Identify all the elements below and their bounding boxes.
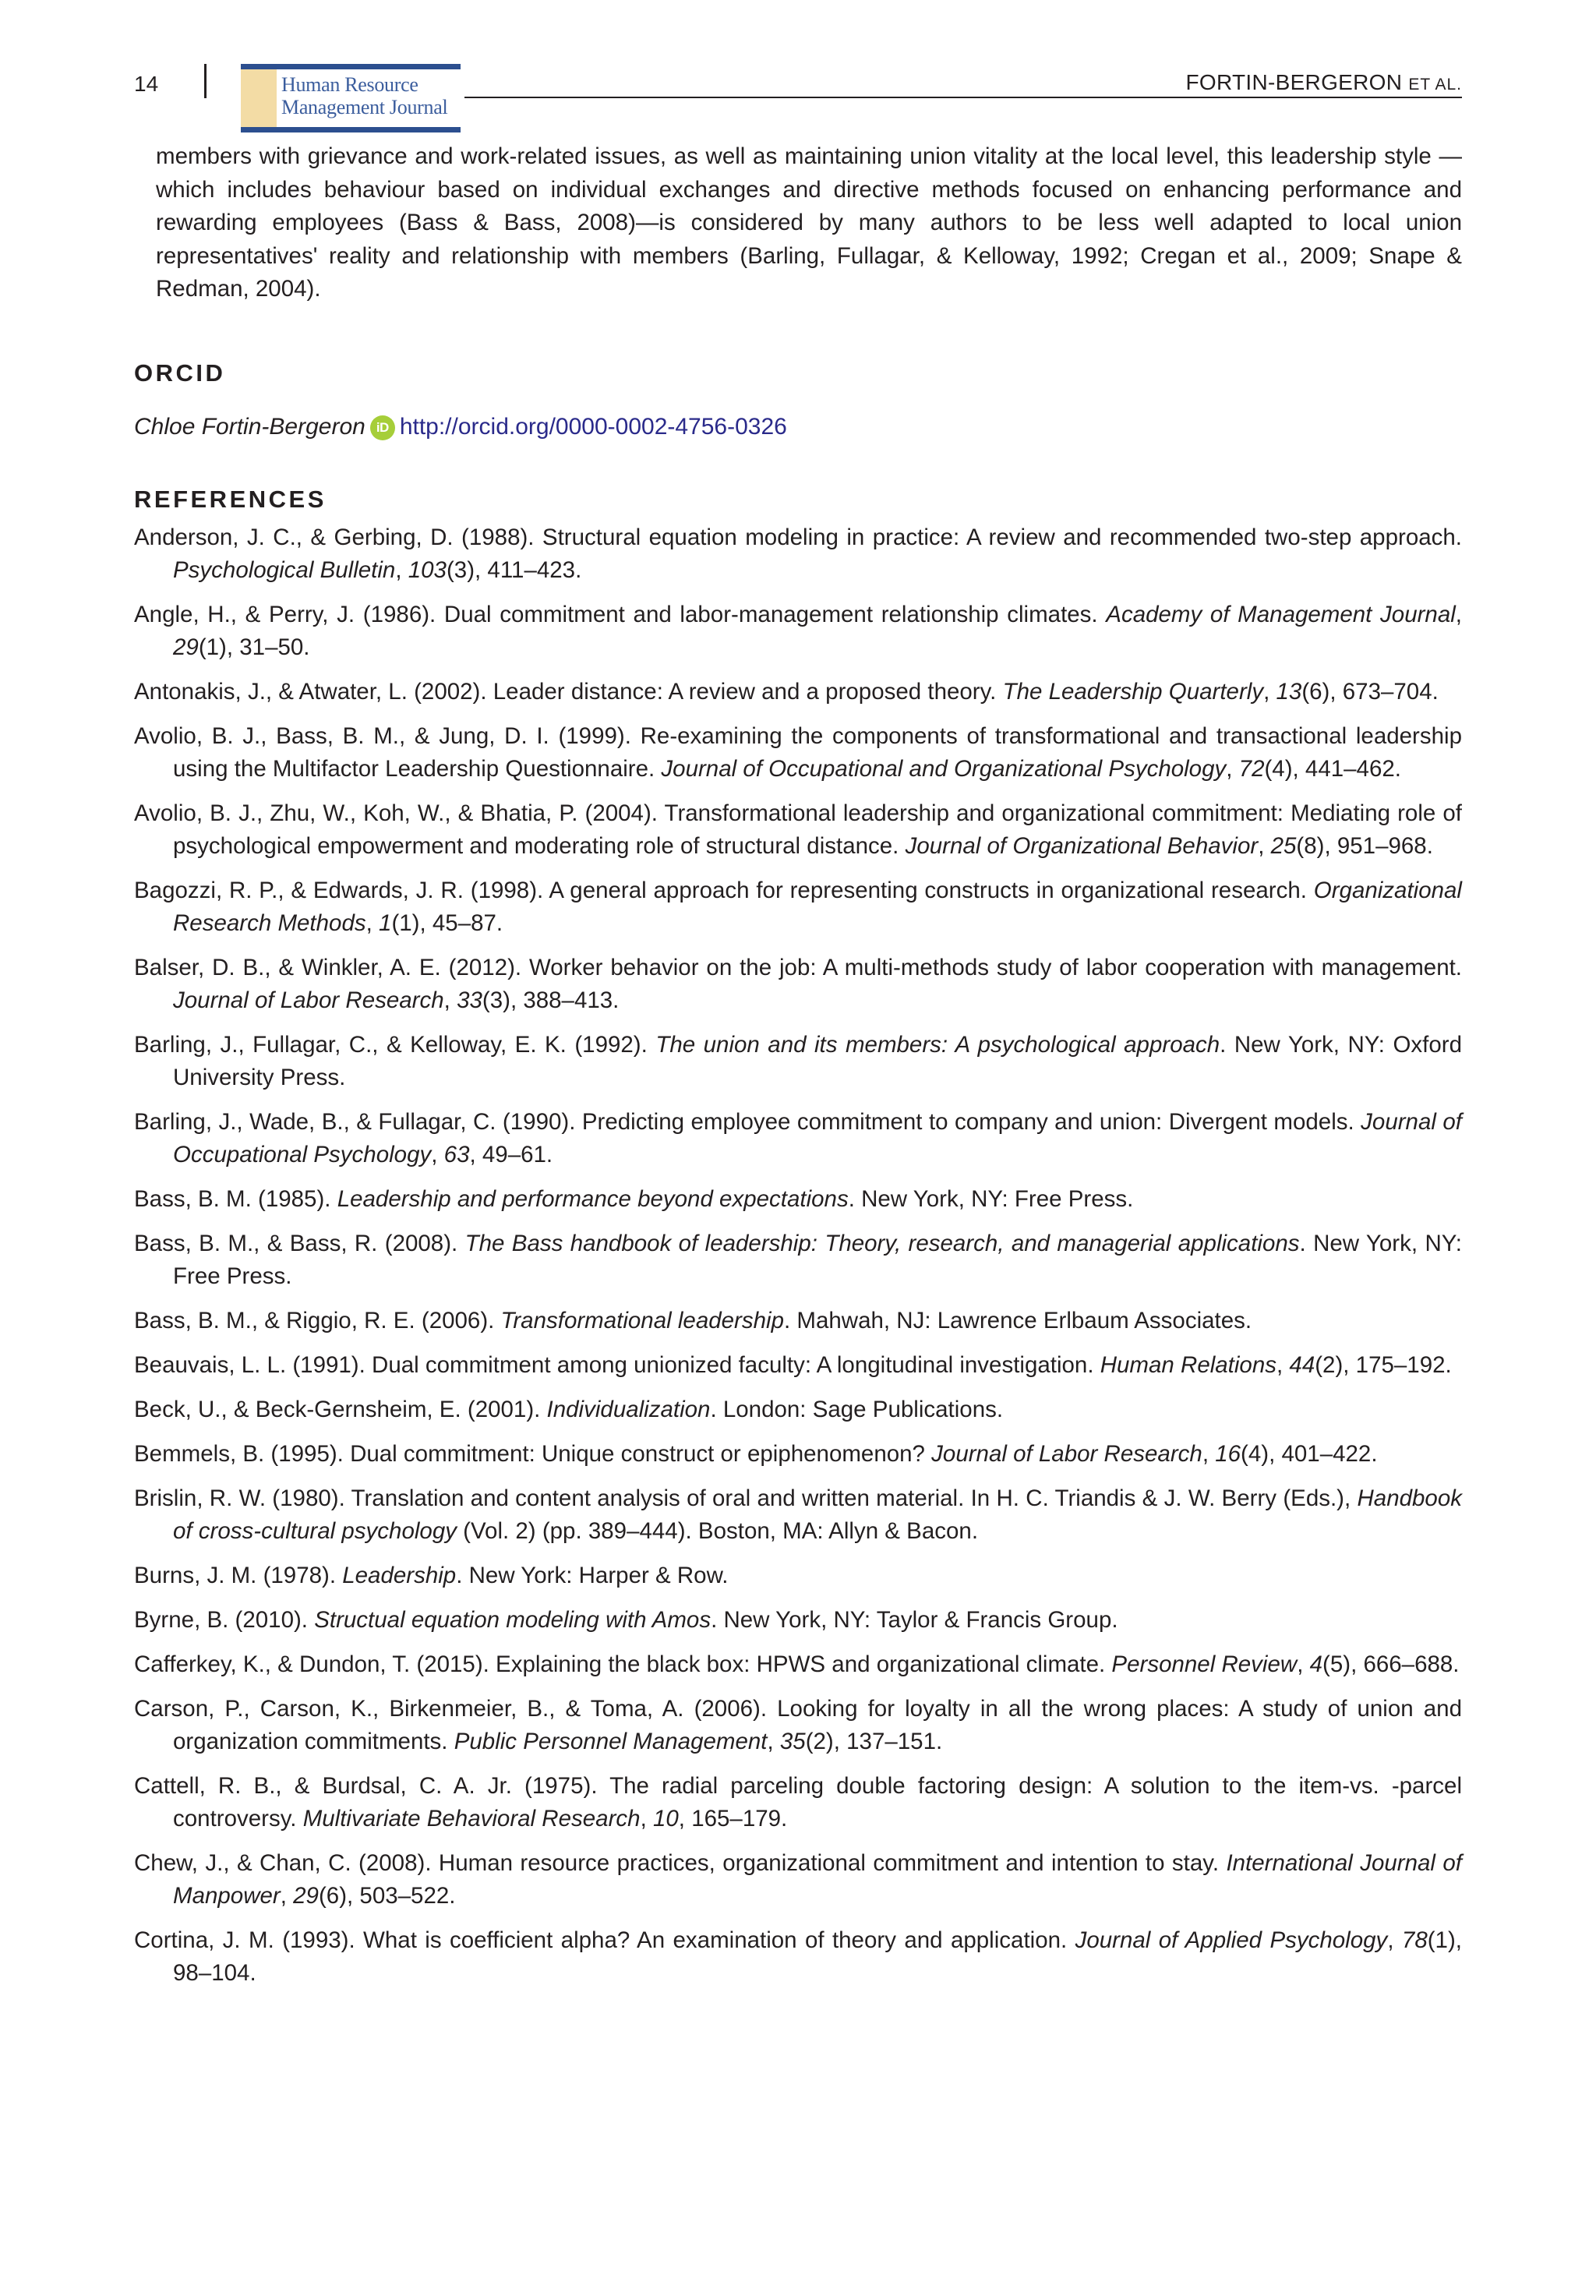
reference-authors-text: Beauvais, L. L. (1991). Dual commitment among unionized faculty: A longitudinal investigation. bbox=[134, 1351, 1100, 1378]
reference-entry bbox=[134, 1227, 1462, 1293]
continuation-paragraph: members with grievance and work-related issues, as well as maintaining union vitality at the local level, this leadership style —which includes behaviour based on individual exchanges and directive methods focused on enhancing performance and rewarding employees (Bass & Bass, 2008)—is considered by many authors to be less well adapted to local union representatives' reality and relationship with members (Barling, Fullagar, & Kelloway, 1992; Cregan et al., 2009; Snape & Redman, 2004). bbox=[156, 143, 1462, 302]
reference-meta-text: , bbox=[365, 910, 380, 936]
reference-authors-text: Burns, J. M. (1978). bbox=[134, 1562, 343, 1588]
reference-source-title: Journal of Labor Research bbox=[931, 1440, 1202, 1467]
reference-entry bbox=[134, 1693, 1462, 1758]
reference-source-title: Journal of Occupational and Organizational Psychology bbox=[661, 755, 1227, 782]
page-number: 14 bbox=[134, 72, 159, 96]
running-title-suffix: ET AL. bbox=[1408, 76, 1462, 94]
reference-meta-text: . Mahwah, NJ: Lawrence Erlbaum Associates. bbox=[784, 1307, 1252, 1333]
orcid-heading: ORCID bbox=[134, 359, 226, 387]
reference-authors-text: Barling, J., Wade, B., & Fullagar, C. (1990). Predicting employee commitment to company and union: Divergent models. bbox=[134, 1108, 1361, 1135]
reference-authors-text: Bemmels, B. (1995). Dual commitment: Unique construct or epiphenomenon? bbox=[134, 1440, 932, 1467]
reference-volume: 16 bbox=[1215, 1440, 1241, 1467]
reference-volume: 78 bbox=[1401, 1927, 1428, 1953]
reference-entry bbox=[134, 1648, 1462, 1681]
reference-source-title: Journal of Labor Research bbox=[173, 987, 444, 1013]
reference-pages: , 165–179. bbox=[678, 1805, 788, 1832]
reference-entry bbox=[134, 1560, 1462, 1592]
reference-authors-text: Beck, U., & Beck-Gernsheim, E. (2001). bbox=[134, 1396, 547, 1422]
reference-authors-text: Cortina, J. M. (1993). What is coefficient alpha? An examination of theory and application. bbox=[134, 1927, 1075, 1953]
reference-meta-text: . London: Sage Publications. bbox=[710, 1396, 1004, 1422]
reference-authors-text: Carson, P., Carson, K., Birkenmeier, B., & Toma, A. (2006). Looking for loyalty in all the wrong places: A study of union and organization commitments. bbox=[134, 1695, 1462, 1754]
reference-volume: 44 bbox=[1289, 1351, 1315, 1378]
reference-entry bbox=[134, 1604, 1462, 1637]
reference-source-title: Transformational leadership bbox=[500, 1307, 784, 1333]
reference-source-title: Leadership and performance beyond expectations bbox=[337, 1185, 849, 1212]
reference-meta-text: , bbox=[1263, 678, 1276, 705]
reference-pages: (5), 666–688. bbox=[1322, 1651, 1460, 1677]
reference-meta-text: , bbox=[1455, 601, 1462, 627]
reference-meta-text: , bbox=[1258, 832, 1271, 859]
reference-volume: 63 bbox=[443, 1141, 470, 1167]
reference-pages: (3), 388–413. bbox=[482, 987, 620, 1013]
reference-meta-text: . New York, NY: Free Press. bbox=[848, 1185, 1134, 1212]
reference-entry bbox=[134, 874, 1462, 940]
reference-source-title: Journal of Applied Psychology bbox=[1075, 1927, 1388, 1953]
reference-source-title: Public Personnel Management bbox=[454, 1728, 768, 1754]
reference-authors-text: Barling, J., Fullagar, C., & Kelloway, E. K. (1992). bbox=[134, 1031, 656, 1058]
reference-source-title: Personnel Review bbox=[1111, 1651, 1298, 1677]
reference-volume: 13 bbox=[1276, 678, 1302, 705]
reference-authors-text: Bass, B. M., & Riggio, R. E. (2006). bbox=[134, 1307, 501, 1333]
reference-meta-text: . New York, NY: Oxford University Press. bbox=[173, 1031, 1463, 1090]
reference-source-title: Psychological Bulletin bbox=[173, 556, 396, 583]
reference-meta-text: , bbox=[431, 1141, 444, 1167]
page-content bbox=[134, 140, 1462, 2001]
reference-entry bbox=[134, 521, 1462, 587]
reference-authors-text: Anderson, J. C., & Gerbing, D. (1988). Structural equation modeling in practice: A review and recommended two-step approach. bbox=[134, 524, 1462, 550]
reference-pages: (2), 175–192. bbox=[1315, 1351, 1452, 1378]
reference-entry bbox=[134, 676, 1462, 708]
logo-color-block bbox=[241, 69, 277, 127]
reference-volume: 10 bbox=[652, 1805, 679, 1832]
reference-source-title: The Leadership Quarterly bbox=[1002, 678, 1264, 705]
reference-authors-text: Bass, B. M., & Bass, R. (2008). bbox=[134, 1230, 465, 1256]
reference-authors-text: Bass, B. M. (1985). bbox=[134, 1185, 337, 1212]
reference-meta-text: , bbox=[767, 1728, 780, 1754]
reference-authors-text: Avolio, B. J., Zhu, W., Koh, W., & Bhatia, P. (2004). Transformational leadership and organizational commitment: Mediating role of psychological empowerment and moderating role of structural distance. bbox=[134, 800, 1462, 859]
reference-authors-text: Bagozzi, R. P., & Edwards, J. R. (1998). A general approach for representing constructs in organizational research. bbox=[134, 877, 1314, 903]
reference-pages: (1), 45–87. bbox=[391, 910, 503, 936]
running-title bbox=[1185, 67, 1462, 101]
reference-meta-text: , bbox=[280, 1882, 294, 1909]
reference-entry bbox=[134, 952, 1462, 1017]
reference-meta-text: , bbox=[640, 1805, 653, 1832]
reference-entry bbox=[134, 1924, 1462, 1990]
reference-meta-text: , bbox=[1202, 1440, 1216, 1467]
reference-entry bbox=[134, 1183, 1462, 1216]
reference-meta-text: . New York: Harper & Row. bbox=[456, 1562, 729, 1588]
reference-pages: (1), 98–104. bbox=[173, 1927, 1462, 1986]
reference-meta-text: , bbox=[1297, 1651, 1310, 1677]
reference-authors-text: Cafferkey, K., & Dundon, T. (2015). Explaining the black box: HPWS and organizational climate. bbox=[134, 1651, 1112, 1677]
header-divider-tick bbox=[204, 64, 207, 98]
running-title-authors: FORTIN-BERGERON bbox=[1185, 70, 1403, 94]
logo-top-bar bbox=[241, 64, 461, 69]
reference-pages: (4), 441–462. bbox=[1264, 755, 1401, 782]
logo-line-2: Management Journal bbox=[281, 96, 448, 118]
reference-source-title: International Journal of Manpower bbox=[173, 1849, 1462, 1909]
reference-meta-text: , bbox=[1387, 1927, 1402, 1953]
reference-source-title: The union and its members: A psychological approach bbox=[655, 1031, 1220, 1058]
references-list bbox=[134, 521, 1462, 1990]
reference-pages: (2), 137–151. bbox=[805, 1728, 943, 1754]
reference-entry bbox=[134, 1847, 1462, 1913]
reference-source-title: Individualization bbox=[546, 1396, 711, 1422]
reference-entry bbox=[134, 1305, 1462, 1337]
reference-source-title: Human Relations bbox=[1100, 1351, 1276, 1378]
reference-authors-text: Angle, H., & Perry, J. (1986). Dual commitment and labor-management relationship climates. bbox=[134, 601, 1107, 627]
journal-logo bbox=[241, 64, 461, 132]
reference-authors-text: Cattell, R. B., & Burdsal, C. A. Jr. (1975). The radial parceling double factoring design: A solution to the item-vs. -parcel controversy. bbox=[134, 1772, 1462, 1832]
reference-entry bbox=[134, 1349, 1462, 1382]
reference-entry bbox=[134, 1393, 1462, 1426]
reference-source-title: Academy of Management Journal bbox=[1106, 601, 1456, 627]
reference-meta-text: . New York, NY: Taylor & Francis Group. bbox=[711, 1606, 1118, 1633]
reference-source-title: Journal of Occupational Psychology bbox=[173, 1108, 1462, 1167]
reference-entry bbox=[134, 1770, 1462, 1835]
reference-authors-text: Avolio, B. J., Bass, B. M., & Jung, D. I. (1999). Re-examining the components of transformational and transactional leadership using the Multifactor Leadership Questionnaire. bbox=[134, 722, 1462, 782]
reference-entry bbox=[134, 1029, 1462, 1094]
reference-source-title: Handbook of cross-cultural psychology bbox=[173, 1485, 1462, 1544]
reference-entry bbox=[134, 1106, 1462, 1171]
reference-pages: (8), 951–968. bbox=[1296, 832, 1433, 859]
reference-authors-text: Chew, J., & Chan, C. (2008). Human resource practices, organizational commitment and intention to stay. bbox=[134, 1849, 1227, 1876]
reference-meta-text: , bbox=[395, 556, 408, 583]
reference-volume: 29 bbox=[173, 634, 199, 660]
reference-entry bbox=[134, 1438, 1462, 1471]
reference-meta-text: (Vol. 2) (pp. 389–444). Boston, MA: Allyn & Bacon. bbox=[456, 1517, 979, 1544]
logo-line-1: Human Resource bbox=[281, 73, 418, 96]
reference-meta-text: . New York, NY: Free Press. bbox=[173, 1230, 1462, 1289]
logo-wordmark bbox=[281, 73, 461, 118]
reference-authors-text: Brislin, R. W. (1980). Translation and content analysis of oral and written material. In H. C. Triandis & J. W. Berry (Eds.), bbox=[134, 1485, 1358, 1511]
reference-meta-text: , bbox=[1276, 1351, 1290, 1378]
reference-volume: 33 bbox=[457, 987, 482, 1013]
reference-authors-text: Byrne, B. (2010). bbox=[134, 1606, 315, 1633]
reference-source-title: Organizational Research Methods bbox=[173, 877, 1462, 936]
orcid-icon[interactable]: iD bbox=[370, 415, 395, 440]
reference-volume: 25 bbox=[1270, 832, 1297, 859]
reference-entry bbox=[134, 797, 1462, 863]
reference-entry bbox=[134, 720, 1462, 786]
reference-authors-text: Antonakis, J., & Atwater, L. (2002). Leader distance: A review and a proposed theory. bbox=[134, 678, 1003, 705]
orcid-author-name: Chloe Fortin-Bergeron bbox=[134, 413, 365, 440]
orcid-link[interactable]: http://orcid.org/0000-0002-4756-0326 bbox=[399, 413, 787, 440]
reference-pages: (6), 503–522. bbox=[318, 1882, 456, 1909]
reference-source-title: The Bass handbook of leadership: Theory, research, and managerial applications bbox=[464, 1230, 1300, 1256]
reference-source-title: Multivariate Behavioral Research bbox=[302, 1805, 641, 1832]
logo-bottom-bar bbox=[241, 127, 461, 132]
reference-volume: 35 bbox=[779, 1728, 806, 1754]
reference-meta-text: , bbox=[443, 987, 457, 1013]
reference-source-title: Structual equation modeling with Amos bbox=[314, 1606, 711, 1633]
reference-volume: 4 bbox=[1309, 1651, 1323, 1677]
reference-pages: (4), 401–422. bbox=[1241, 1440, 1378, 1467]
reference-pages: , 49–61. bbox=[469, 1141, 553, 1167]
reference-pages: (6), 673–704. bbox=[1301, 678, 1439, 705]
reference-volume: 103 bbox=[408, 556, 447, 583]
reference-entry bbox=[134, 1482, 1462, 1548]
reference-authors-text: Balser, D. B., & Winkler, A. E. (2012). Worker behavior on the job: A multi-methods study of labor cooperation with management. bbox=[134, 954, 1462, 980]
reference-source-title: Leadership bbox=[342, 1562, 457, 1588]
reference-volume: 72 bbox=[1238, 755, 1265, 782]
reference-meta-text: , bbox=[1226, 755, 1239, 782]
reference-entry bbox=[134, 599, 1462, 664]
reference-pages: (3), 411–423. bbox=[446, 556, 582, 583]
orcid-entry bbox=[134, 411, 1462, 443]
references-heading: REFERENCES bbox=[134, 485, 327, 513]
reference-source-title: Journal of Organizational Behavior bbox=[905, 832, 1259, 859]
reference-volume: 1 bbox=[379, 910, 392, 936]
reference-pages: (1), 31–50. bbox=[198, 634, 310, 660]
reference-volume: 29 bbox=[293, 1882, 319, 1909]
